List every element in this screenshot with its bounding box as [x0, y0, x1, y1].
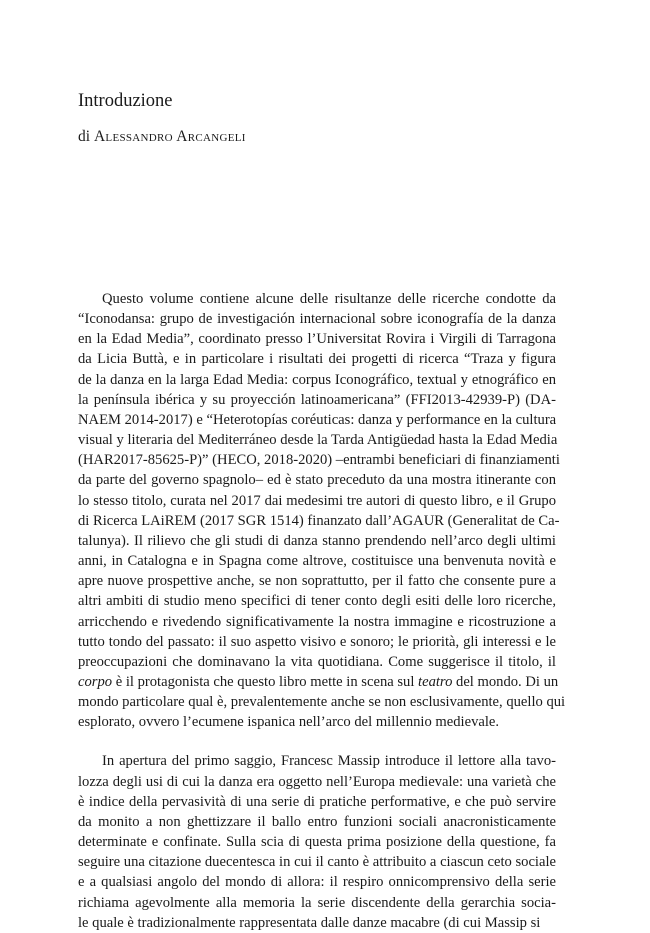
text-line: lozza degli usi di cui la danza era oggetto nell’Europa medievale: una varietà che [78, 773, 556, 790]
text-segment: del mondo. Di un [452, 673, 559, 690]
text-line: la península ibérica y su proyección latinoamericana” (FFI2013-42939-P) (DA- [78, 391, 556, 408]
text-line: preoccupazioni che dominavano la vita quotidiana. Come suggerisce il titolo, il [78, 653, 556, 670]
chapter-author [78, 128, 246, 146]
italic-term: teatro [418, 673, 453, 690]
text-line: e a qualsiasi angolo del mondo di allora: il respiro onnicomprensivo della serie [78, 874, 556, 891]
text-line: da monito a non ghettizzare il ballo entro funzioni sociali anacronisticamente [78, 813, 556, 830]
text-line: esplorato, ovvero l’ecumene ispanica nell’arco del millennio medievale. [78, 714, 500, 731]
text-line: mondo particolare qual è, prevalentemente anche se non esclusivamente, quello qui [78, 694, 566, 711]
chapter-title: Introduzione [78, 91, 173, 111]
paragraph [78, 289, 566, 732]
text-line: arricchendo e rivedendo significativamente la nostra immagine e ricostruzione a [78, 613, 556, 630]
text-line: de la danza en la larga Edad Media: corpus Iconográfico, textual y etnográfico en [78, 371, 556, 388]
author-name: Alessandro Arcangeli [93, 128, 246, 145]
text-line: da Licia Buttà, e in particolare i risultati dei progetti di ricerca “Traza y figura [78, 351, 556, 368]
text-line: en la Edad Media”, coordinato presso l’Universitat Rovira i Virgili di Tarragona [78, 331, 556, 348]
text-line [78, 672, 559, 692]
text-line: è indice della pervasività di una serie di pratiche performative, e che può servire [78, 793, 556, 810]
italic-term: corpo [78, 673, 113, 690]
text-line: da parte del governo spagnolo– ed è stato preceduto da una mostra itinerante con [78, 472, 556, 489]
text-line: (HAR2017-85625-P)” (HECO, 2018-2020) –entrambi beneficiari di finanziamenti [78, 452, 560, 469]
text-line: talunya). Il rilievo che gli studi di danza stanno prendendo nell’arco degli ultimi [78, 532, 556, 549]
text-line: tutto tondo del passato: il suo aspetto visivo e sonoro; le priorità, gli interessi e le [78, 633, 556, 650]
paragraph [78, 751, 556, 932]
text-line: apre nuove prospettive anche, se non soprattutto, per il fatto che consente pure a [78, 573, 556, 590]
text-line: le quale è tradizionalmente rappresentata dalle danze macabre (di cui Massip si [78, 914, 541, 931]
text-line: determinate e confinate. Sulla scia di questa prima posizione della questione, fa [78, 834, 556, 851]
text-line: “Iconodansa: grupo de investigación internacional sobre iconografía de la danza [78, 311, 556, 328]
text-line: lo stesso titolo, curata nel 2017 dai medesimi tre autori di questo libro, e il Grupo [78, 492, 556, 509]
text-line: richiama agevolmente alla memoria la serie discendente della gerarchia socia- [78, 894, 556, 911]
text-line: visual y literaria del Mediterráneo desde la Tarda Antigüedad hasta la Edad Media [78, 432, 558, 449]
text-line: seguire una citazione duecentesca in cui il canto è attribuito a ciascun ceto sociale [78, 854, 556, 871]
text-line: Questo volume contiene alcune delle risultanze delle ricerche condotte da [102, 291, 556, 307]
body-text [78, 289, 566, 933]
text-segment: è il protagonista che questo libro mette in scena sul [112, 673, 419, 690]
text-line: NAEM 2014-2017) e “Heterotopías coréuticas: danza y performance en la cultura [78, 411, 557, 428]
text-line: anni, in Catalogna e in Spagna come altrove, costituisce una benvenuta novità e [78, 553, 556, 570]
author-prefix: di [78, 128, 94, 145]
text-line: In apertura del primo saggio, Francesc Massip introduce il lettore alla tavo- [102, 753, 556, 770]
text-line: di Ricerca LAiREM (2017 SGR 1514) finanzato dall’AGAUR (Generalitat de Ca- [78, 512, 560, 529]
text-line: altri ambiti di studio meno specifici di tener conto degli esiti delle loro ricerche, [78, 593, 556, 610]
